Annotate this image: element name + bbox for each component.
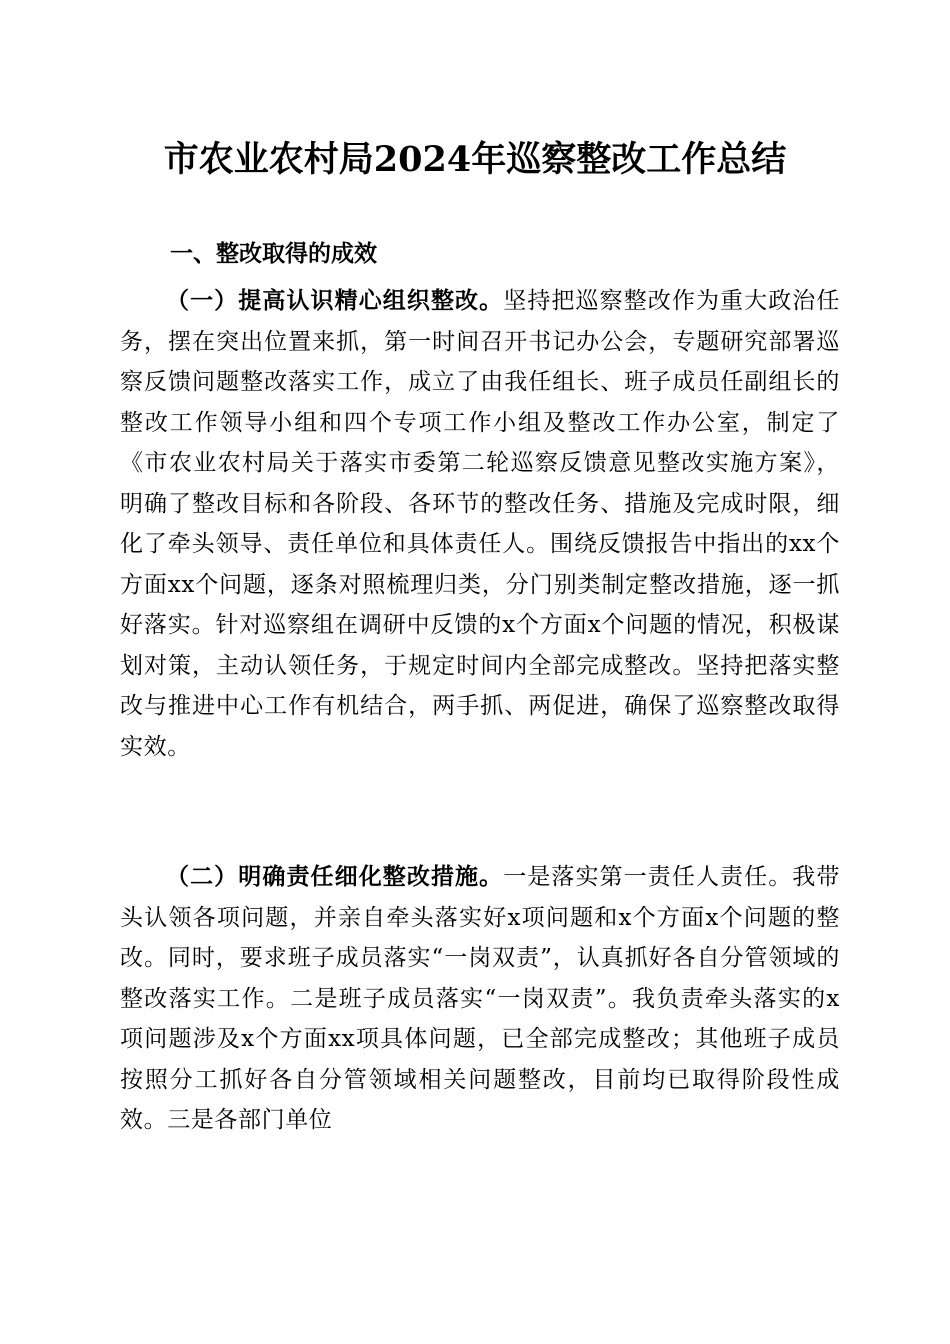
section-heading: 一、整改取得的成效: [170, 241, 377, 267]
document-title: 市农业农村局2024年巡察整改工作总结: [163, 139, 787, 180]
paragraph-1: [120, 281, 840, 767]
paragraph-1-body: 坚持把巡察整改作为重大政治任务，摆在突出位置来抓，第一时间召开书记办公会，专题研究部署巡察反馈问题整改落实工作，成立了由我任组长、班子成员任副组长的整改工作领导小组和四个专项工作小组及整改工作办公室，制定了《市农业农村局关于落实市委第二轮巡察反馈意见整改实施方案》，明确了整改目标和各阶段、各环节的整改任务、措施及完成时限，细化了牵头领导、责任单位和具体责任人。围绕反馈报告中指出的xx个方面xx个问题，逐条对照梳理归类，分门别类制定整改措施，逐一抓好落实。针对巡察组在调研中反馈的x个方面x个问题的情况，积极谋划对策，主动认领任务，于规定时间内全部完成整改。坚持把落实整改与推进中心工作有机结合，两手抓、两促进，确保了巡察整改取得实效。: [120, 288, 840, 760]
paragraph-1-lead: （一）提高认识精心组织整改。: [166, 288, 504, 314]
paragraph-2-body: 一是落实第一责任人责任。我带头认领各项问题，并亲自牵头落实好x项问题和x个方面x个问题的整改。同时，要求班子成员落实“一岗双责”，认真抓好各自分管领域的整改落实工作。二是班子成员落实“一岗双责”。我负责牵头落实的x项问题涉及x个方面xx项具体问题，已全部完成整改；其他班子成员按照分工抓好各自分管领域相关问题整改，目前均已取得阶段性成效。三是各部门单位: [120, 864, 840, 1133]
paragraph-2: [120, 857, 840, 1141]
paragraph-2-lead: （二）明确责任细化整改措施。: [166, 864, 504, 890]
